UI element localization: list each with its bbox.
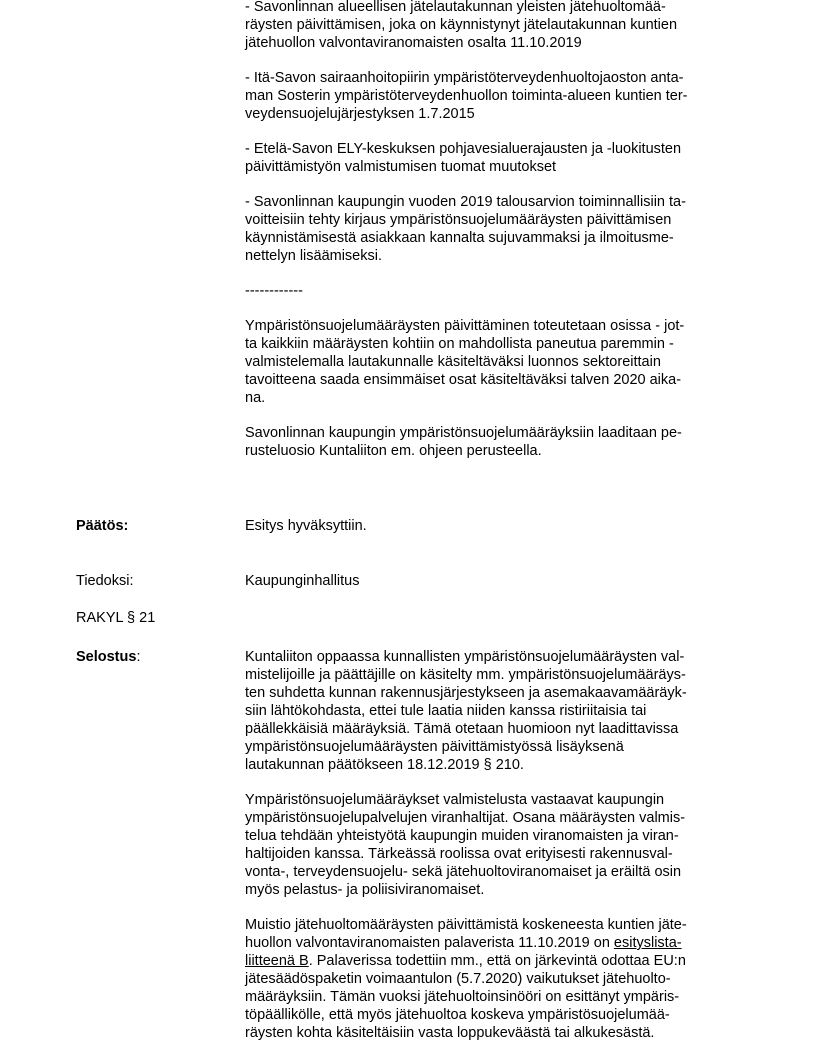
decision-value: Esitys hyväksyttiin. [245,518,367,534]
paragraph-line: päivittämistyön valmistumisen tuomat muutokset [245,159,557,175]
body-paragraph [245,0,737,52]
paragraph-line: Muistio jätehuoltomääräysten päivittämistä koskeneesta kuntien jäte- [245,917,687,933]
body-paragraph [245,193,737,265]
paragraph-line: käynnistämisestä asiakkaan kannalta sujuvammaksi ja ilmoitusme- [245,230,674,246]
paragraph-line: Ympäristönsuojelumääräykset valmistelusta vastaavat kaupungin [245,792,665,808]
paragraph-line: töpäällikölle, että myös jätehuoltoa koskeva ympäristösuojelumää- [245,1007,670,1023]
top-section [245,0,737,477]
explanation-paragraphs [245,648,737,899]
body-paragraph [245,317,737,407]
explanation-label-text: Selostus [76,649,137,665]
paragraph-line: päällekkäisiä määräyksiä. Tämä otetaan huomioon nyt laadittavissa [245,721,679,737]
attachment-link[interactable]: esityslista- [613,935,682,951]
paragraph-line: jätesäädöspaketin voimaantulon (5.7.2020) vaikutukset jätehuolto- [245,971,671,987]
paragraph-line: ympäristönsuojelupalvelujen viranhaltijat. Osana määräysten valmis- [245,810,686,826]
paragraph-line: valmistelemalla lautakunnalle käsiteltäväksi luonnos sektoreittain [245,354,661,370]
paragraph-line: jätehuollon valvontaviranomaisten osalta 11.10.2019 [245,35,582,51]
paragraph-line: siin lähtökohdasta, ettei tule laatia niiden kanssa ristiriitaisia tai [245,703,647,719]
paragraph-text: huollon valvontaviranomaisten palaverista 11.10.2019 on [245,935,614,951]
paragraph-line: - Etelä-Savon ELY-keskuksen pohjavesialuerajausten ja -luokitusten [245,141,682,157]
paragraph-line: voitteisiin tehty kirjaus ympäristönsuojelumääräysten päivittämisen [245,212,672,228]
paragraph-line: räysten päivittämisen, joka on käynnistynyt jätelautakunnan kuntien [245,17,678,33]
paragraph-text: . Palaverissa todettiin mm., että on järkevintä odottaa EU:n [308,953,686,969]
paragraph-line: veydensuojelujärjestyksen 1.7.2015 [245,106,475,122]
decision-label: Päätös: [76,518,129,534]
paragraph-line: ------------ [245,283,303,299]
paragraph-remaining-lines [245,970,737,1042]
paragraph-line: Ympäristönsuojelumääräysten päivittäminen toteutetaan osissa - jot- [245,318,685,334]
explanation-body [245,648,737,1059]
body-paragraph [245,140,737,176]
notice-value: Kaupunginhallitus [245,573,360,589]
paragraph-line: ten suhdetta kunnan rakennusjärjestykseen ja asemakaavamääräyk- [245,685,687,701]
paragraph-line: Savonlinnan kaupungin ympäristönsuojelumääräyksiin laaditaan pe- [245,425,682,441]
explanation-label-colon: : [136,649,141,665]
paragraph-line: haltijoiden kanssa. Tärkeässä roolissa ovat erityisesti rakennusval- [245,846,673,862]
paragraph-line: man Sosterin ympäristöterveydenhuollon toiminta-alueen kuntien ter- [245,88,688,104]
explanation-paragraph [245,791,737,899]
section-reference: RAKYL § 21 [76,610,156,626]
paragraph-line: vonta-, terveydensuojelu- sekä jätehuoltoviranomaiset ja eräiltä osin [245,864,682,880]
paragraph-line: rusteluosio Kuntaliiton em. ohjeen perusteella. [245,443,542,459]
paragraph-line: telua tehdään yhteistyötä kaupungin muiden viranomaisten ja viran- [245,828,679,844]
paragraph-line: ta kaikkiin määräysten kohtiin on mahdollista paneutua paremmin - [245,336,674,352]
paragraph-line: mistelijoille ja päättäjille on käsitelty mm. ympäristönsuojelumääräys- [245,667,686,683]
attachment-link-continued[interactable]: liitteenä B [245,953,309,969]
explanation-label [76,648,140,666]
paragraph-line: - Savonlinnan alueellisen jätelautakunnan yleisten jätehuoltomää- [245,0,666,15]
paragraph-line [245,934,737,952]
paragraph-line: tavoitteena saada ensimmäiset osat käsiteltäväksi talven 2020 aika- [245,372,682,388]
paragraph-line [245,952,737,970]
paragraph-line: ympäristönsuojelumääräysten päivittämistyössä lisäyksenä [245,739,624,755]
paragraph-line: määräyksiin. Tämän vuoksi jätehuoltoinsinööri on esittänyt ympäris- [245,989,680,1005]
paragraph-line: lautakunnan päätökseen 18.12.2019 § 210. [245,757,524,773]
paragraph-line: Kuntaliiton oppaassa kunnallisten ympäristönsuojelumääräysten val- [245,649,685,665]
body-paragraph [245,282,737,300]
explanation-paragraph [245,648,737,774]
explanation-paragraph-attachment [245,916,737,1042]
paragraph-line: - Savonlinnan kaupungin vuoden 2019 talousarvion toiminnallisiin ta- [245,194,686,210]
body-paragraph [245,424,737,460]
paragraph-line: - Itä-Savon sairaanhoitopiirin ympäristöterveydenhuoltojaoston anta- [245,70,684,86]
notice-label: Tiedoksi: [76,573,134,589]
paragraph-line: nettelyn lisäämiseksi. [245,248,382,264]
body-paragraph [245,69,737,123]
paragraph-line: räysten kohta käsiteltäisiin vasta loppukeväästä tai alkukesästä. [245,1025,655,1041]
paragraph-line: na. [245,390,266,406]
paragraph-line: myös pelastus- ja poliisiviranomaiset. [245,882,485,898]
